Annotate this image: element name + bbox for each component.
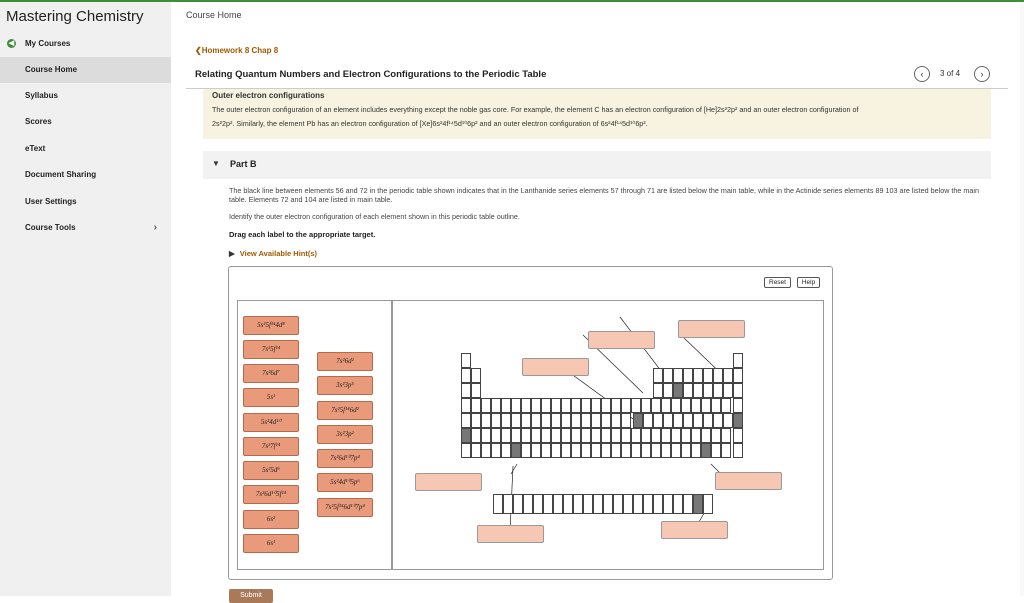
view-hints-label: View Available Hint(s) bbox=[239, 249, 318, 258]
drop-target[interactable] bbox=[715, 472, 782, 490]
element-cell bbox=[641, 428, 651, 443]
drag-label[interactable]: 5s²5f¹⁴4d⁸ bbox=[243, 316, 299, 335]
element-cell bbox=[661, 428, 671, 443]
sidebar-item-course-home[interactable] bbox=[0, 57, 171, 83]
view-hints-link[interactable] bbox=[229, 249, 317, 258]
element-cell bbox=[471, 383, 481, 398]
element-cell bbox=[571, 413, 581, 428]
sidebar bbox=[0, 2, 171, 596]
pager bbox=[914, 66, 992, 82]
f-block-cell bbox=[603, 494, 613, 514]
f-block-cell bbox=[493, 494, 503, 514]
element-cell bbox=[693, 383, 703, 398]
element-cell bbox=[561, 398, 571, 413]
f-block-cell bbox=[663, 494, 673, 514]
element-cell bbox=[461, 368, 471, 383]
element-cell bbox=[711, 428, 721, 443]
element-cell bbox=[471, 428, 481, 443]
sidebar-item-label: My Courses bbox=[25, 39, 71, 48]
element-cell bbox=[511, 398, 521, 413]
element-cell bbox=[531, 398, 541, 413]
element-cell bbox=[663, 368, 673, 383]
element-cell bbox=[681, 443, 691, 458]
element-cell bbox=[461, 443, 471, 458]
element-cell bbox=[671, 398, 681, 413]
element-cell bbox=[541, 428, 551, 443]
element-cell bbox=[663, 383, 673, 398]
drop-target[interactable] bbox=[678, 320, 745, 338]
element-cell bbox=[521, 413, 531, 428]
f-block-cell bbox=[683, 494, 693, 514]
chevron-right-icon: › bbox=[153, 222, 157, 233]
f-block-cell bbox=[523, 494, 533, 514]
element-cell bbox=[521, 398, 531, 413]
f-block-cell bbox=[623, 494, 633, 514]
element-cell bbox=[653, 368, 663, 383]
drop-target[interactable] bbox=[522, 358, 589, 376]
element-cell bbox=[571, 443, 581, 458]
sidebar-item-label: Syllabus bbox=[25, 91, 58, 100]
element-cell bbox=[591, 413, 601, 428]
element-cell bbox=[661, 443, 671, 458]
element-cell bbox=[471, 368, 481, 383]
element-cell bbox=[653, 383, 663, 398]
element-cell bbox=[683, 413, 693, 428]
f-block-cell bbox=[553, 494, 563, 514]
f-block-cell-highlighted bbox=[693, 494, 703, 514]
drag-label[interactable]: 7s²6d² bbox=[317, 352, 373, 371]
element-cell bbox=[703, 413, 713, 428]
drag-label[interactable]: 6s¹ bbox=[243, 534, 299, 553]
drag-label[interactable]: 3s²3p⁵ bbox=[317, 376, 373, 395]
element-cell bbox=[601, 428, 611, 443]
element-cell bbox=[611, 413, 621, 428]
element-cell bbox=[653, 413, 663, 428]
f-block-cell bbox=[643, 494, 653, 514]
element-cell bbox=[581, 413, 591, 428]
element-cell bbox=[591, 428, 601, 443]
sidebar-item-my-courses[interactable] bbox=[0, 31, 171, 57]
element-cell bbox=[651, 443, 661, 458]
element-cell-highlighted bbox=[633, 413, 643, 428]
element-cell bbox=[723, 413, 733, 428]
element-cell bbox=[643, 413, 653, 428]
drag-label[interactable]: 7s²6d¹⁰7p⁴ bbox=[317, 449, 373, 468]
element-cell bbox=[733, 398, 743, 413]
element-cell bbox=[541, 413, 551, 428]
element-cell bbox=[491, 413, 501, 428]
drop-target[interactable] bbox=[588, 331, 655, 349]
help-button[interactable]: Help bbox=[797, 277, 820, 288]
hint-text-line-1: The outer electron configuration of an element includes everything except the noble gas core. For example, the element C has an electron configuration of [He]2s²2p² and an outer electron configuration of bbox=[212, 105, 859, 114]
element-cell bbox=[621, 443, 631, 458]
element-cell bbox=[551, 398, 561, 413]
reset-button[interactable]: Reset bbox=[764, 277, 791, 288]
hint-box bbox=[203, 89, 991, 139]
sidebar-item-user-settings[interactable] bbox=[0, 189, 171, 215]
f-block-cell bbox=[633, 494, 643, 514]
question-identify: Identify the outer electron configuration of each element shown in this periodic table outline. bbox=[229, 212, 520, 221]
element-cell bbox=[471, 413, 481, 428]
back-circle-icon: ◀ bbox=[8, 40, 15, 47]
element-cell bbox=[671, 443, 681, 458]
sidebar-item-label: Document Sharing bbox=[25, 170, 97, 179]
element-cell bbox=[491, 398, 501, 413]
drag-label[interactable]: 5s²4d¹⁰5p⁶ bbox=[317, 473, 373, 492]
previous-item-button[interactable]: ‹ bbox=[914, 66, 930, 82]
element-cell bbox=[591, 443, 601, 458]
brand-logo[interactable]: Mastering Chemistry bbox=[6, 8, 144, 25]
drag-drop-workspace bbox=[228, 266, 833, 580]
element-cell bbox=[711, 398, 721, 413]
element-cell bbox=[511, 428, 521, 443]
element-cell bbox=[561, 413, 571, 428]
element-cell bbox=[631, 443, 641, 458]
element-cell bbox=[461, 353, 471, 368]
element-cell bbox=[621, 398, 631, 413]
scrollbar[interactable] bbox=[1020, 2, 1024, 596]
breadcrumb[interactable]: Course Home bbox=[186, 10, 242, 20]
element-cell bbox=[491, 443, 501, 458]
drag-label[interactable]: 5s¹ bbox=[243, 388, 299, 407]
element-cell-highlighted bbox=[673, 383, 683, 398]
sidebar-item-etext[interactable] bbox=[0, 136, 171, 162]
element-cell bbox=[461, 398, 471, 413]
sidebar-item-course-tools[interactable] bbox=[0, 215, 171, 241]
element-cell bbox=[551, 428, 561, 443]
element-cell bbox=[511, 413, 521, 428]
periodic-table-target-area bbox=[392, 300, 824, 570]
element-cell bbox=[551, 443, 561, 458]
drag-label[interactable]: 5s²5d⁶ bbox=[243, 461, 299, 480]
pager-text: 3 of 4 bbox=[940, 69, 961, 78]
element-cell bbox=[541, 398, 551, 413]
f-block-cell bbox=[653, 494, 663, 514]
element-cell bbox=[681, 428, 691, 443]
element-cell bbox=[591, 398, 601, 413]
element-cell bbox=[581, 428, 591, 443]
element-cell bbox=[621, 413, 631, 428]
element-cell bbox=[551, 413, 561, 428]
element-cell bbox=[491, 428, 501, 443]
sidebar-item-document-sharing[interactable] bbox=[0, 162, 171, 188]
element-cell bbox=[581, 398, 591, 413]
element-cell bbox=[481, 413, 491, 428]
element-cell bbox=[481, 443, 491, 458]
element-cell bbox=[611, 443, 621, 458]
submit-button[interactable]: Submit bbox=[229, 589, 273, 603]
label-bank bbox=[237, 300, 392, 570]
element-cell bbox=[701, 398, 711, 413]
element-cell bbox=[641, 443, 651, 458]
element-cell bbox=[561, 443, 571, 458]
element-cell bbox=[471, 443, 481, 458]
element-cell bbox=[611, 398, 621, 413]
element-cell bbox=[733, 428, 743, 443]
element-cell bbox=[673, 413, 683, 428]
element-cell bbox=[601, 443, 611, 458]
element-cell bbox=[733, 353, 743, 368]
element-cell bbox=[541, 443, 551, 458]
element-cell bbox=[641, 398, 651, 413]
element-cell bbox=[703, 368, 713, 383]
element-cell bbox=[501, 398, 511, 413]
element-cell bbox=[701, 428, 711, 443]
sidebar-item-syllabus[interactable] bbox=[0, 83, 171, 109]
element-cell bbox=[691, 398, 701, 413]
element-cell bbox=[693, 368, 703, 383]
element-cell bbox=[471, 398, 481, 413]
drag-label[interactable]: 7s²5f¹⁴ bbox=[243, 340, 299, 359]
f-block-cell bbox=[513, 494, 523, 514]
sidebar-item-scores[interactable] bbox=[0, 109, 171, 135]
element-cell bbox=[531, 413, 541, 428]
drag-label[interactable]: 6s² bbox=[243, 510, 299, 529]
element-cell bbox=[621, 428, 631, 443]
element-cell bbox=[733, 368, 743, 383]
f-block-cell bbox=[573, 494, 583, 514]
element-cell bbox=[733, 443, 743, 458]
element-cell bbox=[733, 383, 743, 398]
f-block-cell bbox=[503, 494, 513, 514]
caret-down-icon: ▼ bbox=[212, 159, 220, 168]
drop-target[interactable] bbox=[477, 525, 544, 543]
instruction: Drag each label to the appropriate target. bbox=[229, 230, 376, 239]
sidebar-item-label: eText bbox=[25, 144, 46, 153]
element-cell bbox=[601, 398, 611, 413]
element-cell bbox=[631, 428, 641, 443]
element-cell bbox=[693, 413, 703, 428]
hint-title: Outer electron configurations bbox=[212, 91, 325, 100]
drag-label[interactable]: 7s²5f¹⁴6d² bbox=[317, 401, 373, 420]
element-cell bbox=[711, 443, 721, 458]
element-cell bbox=[651, 428, 661, 443]
element-cell bbox=[461, 413, 471, 428]
next-item-button[interactable]: › bbox=[974, 66, 990, 82]
element-cell bbox=[661, 398, 671, 413]
element-cell bbox=[571, 398, 581, 413]
hint-text-line-2: 2s²2p². Similarly, the element Pb has an electron configuration of [Xe]6s²4f¹⁴5d¹⁰6p² and an outer electron configuration of 6s²4f¹⁴5d¹⁰6p². bbox=[212, 119, 648, 128]
element-cell-highlighted bbox=[733, 413, 743, 428]
element-cell bbox=[581, 443, 591, 458]
element-cell bbox=[481, 428, 491, 443]
element-cell bbox=[521, 443, 531, 458]
drop-target[interactable] bbox=[415, 473, 482, 491]
f-block-cell bbox=[563, 494, 573, 514]
page-title: Relating Quantum Numbers and Electron Configurations to the Periodic Table bbox=[195, 69, 547, 80]
question-intro: The black line between elements 56 and 72 in the periodic table shown indicates that in the Lanthanide series elements 57 through 71 are listed below the main table, while in the Actinide series elements 89 103 are listed below the main table. Elements 72 and 104 are listed in main table. bbox=[229, 186, 979, 204]
element-cell bbox=[521, 428, 531, 443]
element-cell bbox=[663, 413, 673, 428]
drag-label[interactable]: 7s²6d⁷ bbox=[243, 364, 299, 383]
element-cell-highlighted bbox=[511, 443, 521, 458]
f-block-cell bbox=[543, 494, 553, 514]
sidebar-item-label: Course Home bbox=[25, 65, 78, 74]
element-cell bbox=[671, 428, 681, 443]
homework-back-link[interactable]: ❮Homework 8 Chap 8 bbox=[195, 46, 279, 55]
element-cell bbox=[611, 428, 621, 443]
sidebar-item-label: Scores bbox=[25, 117, 52, 126]
sidebar-item-label: User Settings bbox=[25, 197, 77, 206]
element-cell bbox=[723, 383, 733, 398]
element-cell bbox=[713, 368, 723, 383]
drop-target[interactable] bbox=[661, 521, 728, 539]
part-b-header[interactable] bbox=[203, 151, 991, 179]
drag-label[interactable]: 7s²7f¹⁴ bbox=[243, 437, 299, 456]
element-cell bbox=[501, 413, 511, 428]
element-cell bbox=[501, 428, 511, 443]
element-cell bbox=[683, 383, 693, 398]
element-cell bbox=[461, 383, 471, 398]
element-cell bbox=[673, 368, 683, 383]
f-block-cell bbox=[703, 494, 713, 514]
element-cell bbox=[561, 428, 571, 443]
element-cell bbox=[691, 443, 701, 458]
element-cell-highlighted bbox=[701, 443, 711, 458]
element-cell bbox=[681, 398, 691, 413]
f-block-cell bbox=[613, 494, 623, 514]
element-cell bbox=[723, 368, 733, 383]
element-cell bbox=[501, 443, 511, 458]
element-cell bbox=[631, 398, 641, 413]
element-cell bbox=[713, 383, 723, 398]
element-cell bbox=[531, 428, 541, 443]
element-cell bbox=[531, 443, 541, 458]
f-block-cell bbox=[593, 494, 603, 514]
element-cell bbox=[721, 443, 731, 458]
element-cell bbox=[713, 413, 723, 428]
drag-label[interactable]: 5s²4d¹⁰ bbox=[243, 413, 299, 432]
sidebar-item-label: Course Tools bbox=[25, 223, 76, 232]
element-cell bbox=[651, 398, 661, 413]
drag-label[interactable]: 7s²5f¹⁴6d¹⁰7p⁴ bbox=[317, 498, 373, 517]
drag-label[interactable]: 7s²6d¹⁰5f¹⁴ bbox=[243, 485, 299, 504]
f-block-cell bbox=[673, 494, 683, 514]
f-block-cell bbox=[583, 494, 593, 514]
element-cell-highlighted bbox=[461, 428, 471, 443]
element-cell bbox=[691, 428, 701, 443]
element-cell bbox=[481, 398, 491, 413]
caret-right-icon: ▶ bbox=[229, 249, 235, 258]
element-cell bbox=[571, 428, 581, 443]
element-cell bbox=[721, 398, 731, 413]
element-cell bbox=[703, 383, 713, 398]
drag-label[interactable]: 3s²3p² bbox=[317, 425, 373, 444]
f-block-cell bbox=[533, 494, 543, 514]
element-cell bbox=[683, 368, 693, 383]
element-cell bbox=[601, 413, 611, 428]
part-b-label: Part B bbox=[230, 159, 257, 169]
element-cell bbox=[721, 428, 731, 443]
